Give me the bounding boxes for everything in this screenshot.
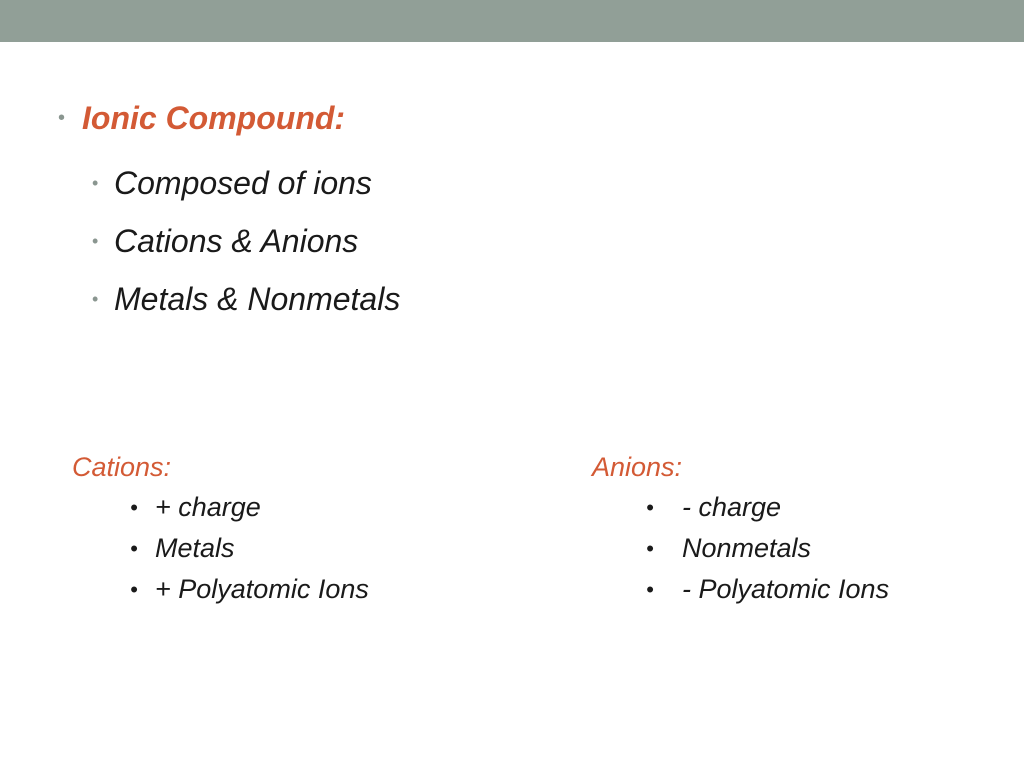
sub-bullet-list <box>92 154 958 328</box>
cations-list-item <box>124 528 369 569</box>
sub-list-item <box>92 270 958 328</box>
anions-item-text: - Polyatomic Ions <box>682 574 890 604</box>
bullet-icon: • <box>646 536 654 561</box>
bullet-icon: • <box>58 106 66 129</box>
anions-list-item <box>644 569 889 610</box>
bullet-icon: • <box>130 495 138 520</box>
main-heading-item <box>58 96 958 140</box>
anions-column <box>592 447 889 610</box>
anions-list-item <box>644 487 889 528</box>
anions-item-text: Nonmetals <box>682 533 812 563</box>
slide-header-bar <box>0 0 1024 42</box>
cations-item-text: + Polyatomic Ions <box>155 574 369 604</box>
bullet-icon: • <box>92 288 99 309</box>
sub-item-text: Metals & Nonmetals <box>114 280 401 317</box>
bullet-icon: • <box>646 495 654 520</box>
sub-item-text: Composed of ions <box>114 164 372 201</box>
cations-item-text: Metals <box>155 533 235 563</box>
cations-list-item <box>124 487 369 528</box>
main-heading: Ionic Compound: <box>82 99 346 136</box>
anions-item-text: - charge <box>682 492 782 522</box>
bullet-icon: • <box>92 172 99 193</box>
sub-list-item <box>92 154 958 212</box>
bullet-icon: • <box>646 577 654 602</box>
cations-title: Cations: <box>72 452 172 482</box>
cations-list-item <box>124 569 369 610</box>
anions-title: Anions: <box>592 452 683 482</box>
bullet-icon: • <box>92 230 99 251</box>
bullet-icon: • <box>130 536 138 561</box>
bullet-icon: • <box>130 577 138 602</box>
sub-item-text: Cations & Anions <box>114 222 359 259</box>
cations-item-text: + charge <box>155 492 261 522</box>
main-bullet-list <box>58 96 958 328</box>
cations-column <box>72 447 369 610</box>
sub-list-item <box>92 212 958 270</box>
anions-list-item <box>644 528 889 569</box>
